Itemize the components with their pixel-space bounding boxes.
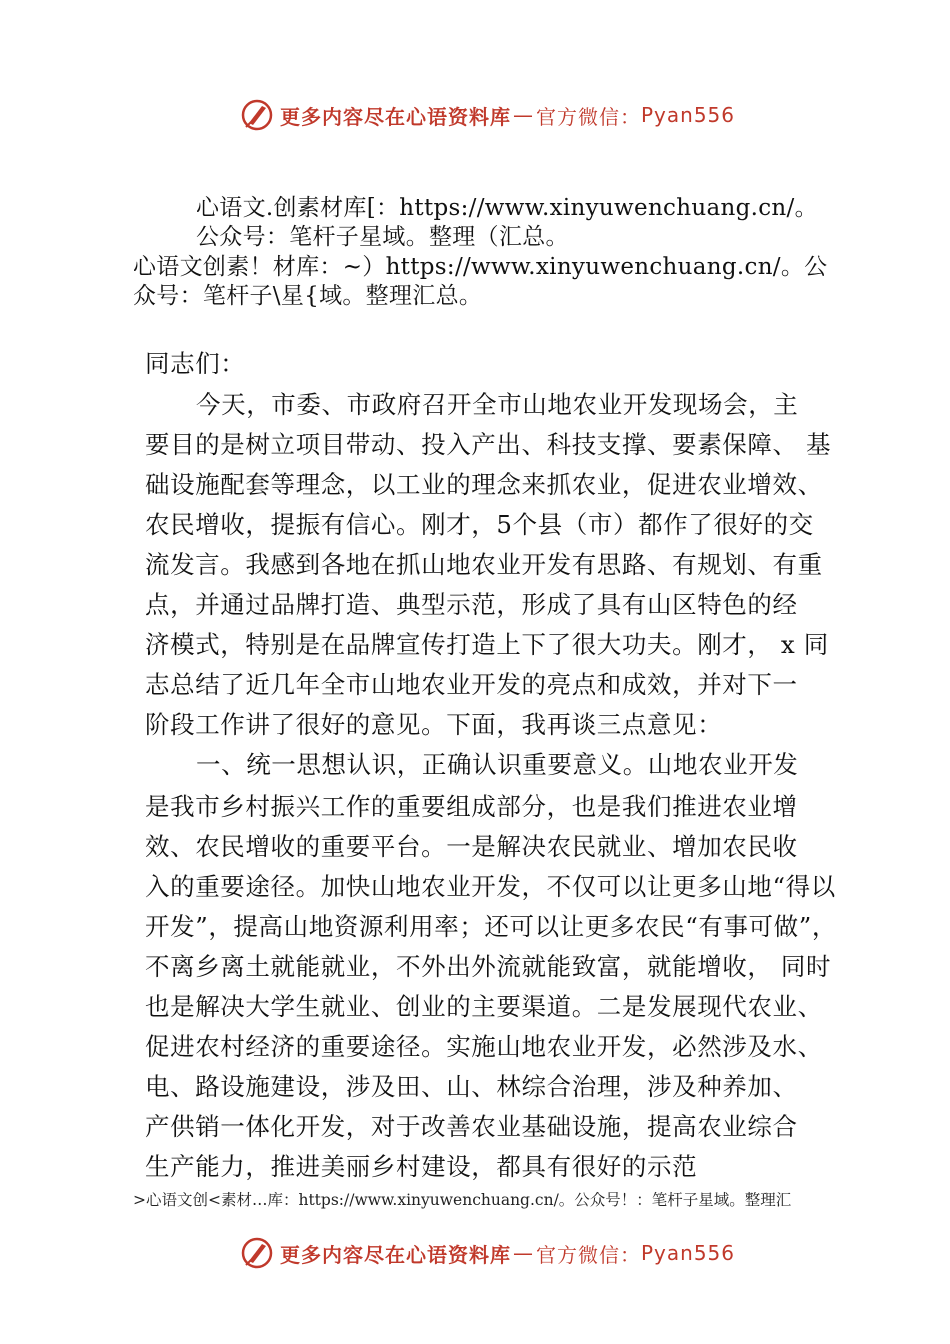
banner-separator: — (513, 1241, 534, 1265)
header-line-1: 心语文.创素材库[：https://www.xinyuwenchuang.cn/。 (196, 195, 818, 221)
body-line: 促进农村经济的重要途径。实施山地农业开发，必然涉及水、 (145, 1032, 823, 1061)
body-line: 效、农民增收的重要平台。一是解决农民就业、增加农民收 (145, 832, 798, 861)
body-line: 阶段工作讲了很好的意见。下面，我再谈三点意见： (145, 710, 723, 739)
top-banner (240, 95, 800, 135)
banner-contact-label: 官方微信： (536, 1242, 641, 1267)
body-line: 产供销一体化开发，对于改善农业基础设施，提高农业综合 (145, 1112, 798, 1141)
header-line-2: 公众号：笔杆子星域。整理（汇总。 (196, 224, 569, 250)
banner-separator: — (513, 103, 534, 127)
body-line: 开发”，提高山地资源利用率；还可以让更多农民“有事可做”， (145, 912, 837, 941)
body-line: 要目的是树立项目带动、投入产出、科技支撑、要素保障、 基 (145, 430, 832, 459)
salutation: 同志们： (145, 349, 246, 378)
quill-pen-logo-icon (240, 1236, 274, 1270)
body-line: 农民增收，提振有信心。刚才，5个县（市）都作了很好的交 (145, 510, 814, 539)
body-line: 济模式，特别是在品牌宣传打造上下了很大功夫。刚才， x 同 (145, 630, 829, 659)
quill-pen-logo-icon (240, 98, 274, 132)
banner-title: 更多内容尽在心语资料库 (280, 1242, 511, 1267)
body-line: 也是解决大学生就业、创业的主要渠道。二是发展现代农业、 (145, 992, 823, 1021)
body-line: 志总结了近几年全市山地农业开发的亮点和成效，并对下一 (145, 670, 798, 699)
banner-contact-id: Pyan556 (641, 1241, 736, 1265)
header-line-4: 众号：笔杆子\星{域。整理汇总。 (133, 283, 483, 309)
body-line: 电、路设施建设，涉及田、山、林综合治理，涉及种养加、 (145, 1072, 798, 1101)
banner-title: 更多内容尽在心语资料库 (280, 104, 511, 129)
section-heading-line: 一、统一思想认识，正确认识重要意义。山地农业开发 (196, 750, 799, 779)
body-line: 点，并通过品牌打造、典型示范，形成了具有山区特色的经 (145, 590, 798, 619)
body-line: 流发言。我感到各地在抓山地农业开发有思路、有规划、有重 (145, 550, 823, 579)
banner-contact-id: Pyan556 (641, 103, 736, 127)
body-line: 生产能力，推进美丽乡村建设，都具有很好的示范 (145, 1152, 698, 1181)
body-line: 入的重要途径。加快山地农业开发，不仅可以让更多山地“得以 (145, 872, 836, 901)
body-line: 今天，市委、市政府召开全市山地农业开发现场会，主 (196, 390, 799, 419)
header-line-3: 心语文创素！材库：~）https://www.xinyuwenchuang.cn/。公 (133, 254, 828, 280)
bottom-banner (240, 1233, 800, 1273)
footer-watermark-note: >心语文创<素材…库：https://www.xinyuwenchuang.cn/。公众号！：笔杆子星域。整理汇 (133, 1191, 792, 1209)
banner-contact-label: 官方微信： (536, 104, 641, 129)
body-line: 不离乡离土就能就业，不外出外流就能致富，就能增收， 同时 (145, 952, 832, 981)
body-line: 础设施配套等理念，以工业的理念来抓农业，促进农业增效、 (145, 470, 823, 499)
body-line: 是我市乡村振兴工作的重要组成部分，也是我们推进农业增 (145, 792, 798, 821)
